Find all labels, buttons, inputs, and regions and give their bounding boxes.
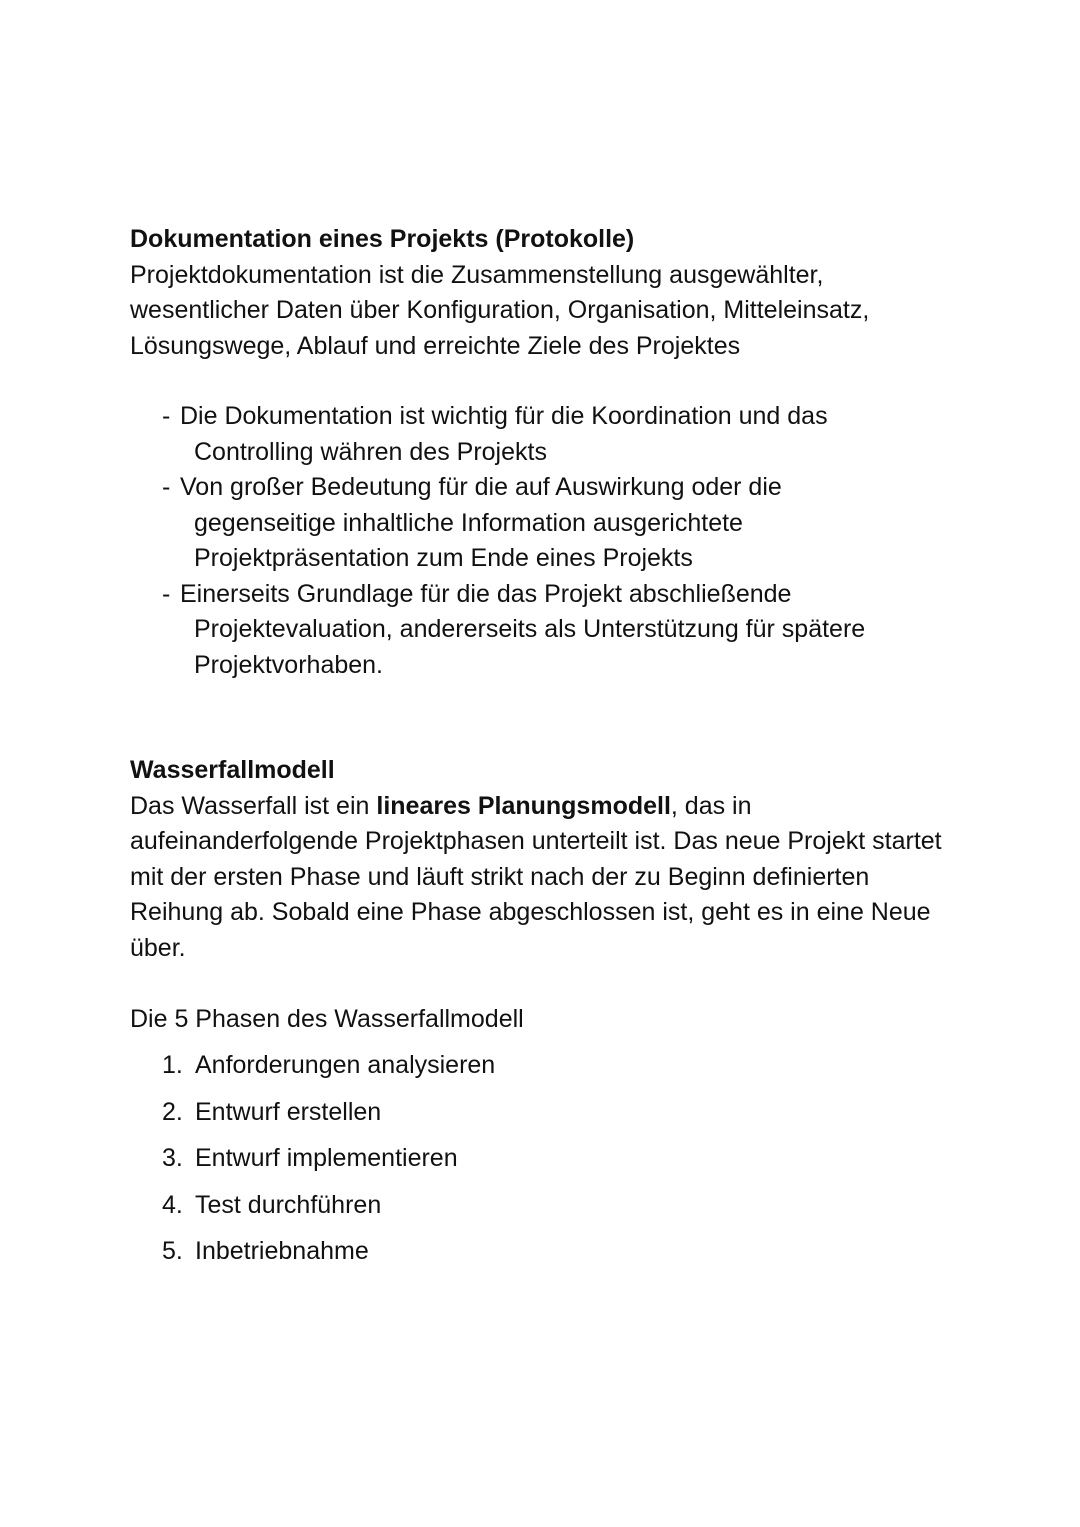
list-item [130, 577, 960, 684]
phase-label: Entwurf erstellen [195, 1097, 382, 1126]
bullet-dash: - [162, 473, 171, 501]
list-item [130, 1141, 960, 1188]
phase-number: 5. [162, 1237, 183, 1265]
section-intro-documentation: Projektdokumentation ist die Zusammenstellung ausgewählter, wesentlicher Daten über Konfiguration, Organisation, Mitteleinsatz, Lösungswege, Ablauf und erreichte Ziele des Projektes [130, 260, 870, 360]
phase-label: Test durchführen [195, 1190, 382, 1219]
section-waterfall [130, 753, 960, 966]
bullet-dash: - [162, 402, 171, 430]
phase-number: 4. [162, 1190, 183, 1219]
intro-text-start: Das Wasserfall ist ein [130, 791, 377, 820]
list-item [130, 399, 960, 470]
phase-number: 2. [162, 1097, 183, 1126]
phase-number: 1. [162, 1051, 183, 1079]
bullet-text: Einerseits Grundlage für die das Projekt abschließende Projektevaluation, andererseits als Unterstützung für spätere Projektvorhaben. [180, 579, 866, 679]
phase-label: Anforderungen analysieren [195, 1051, 496, 1079]
documentation-bullet-list [130, 399, 960, 683]
bullet-text: Die Dokumentation ist wichtig für die Koordination und das Controlling währen des Projekts [180, 402, 828, 466]
intro-text-end: , das in aufeinanderfolgende Projektphasen unterteilt ist. Das neue Projekt startet mit der ersten Phase und läuft strikt nach der zu Beginn definierten Reihung ab. Sobald eine Phase abgeschlossen ist, geht es in eine Neue über. [130, 791, 942, 962]
list-item [130, 1048, 960, 1095]
phase-label: Inbetriebnahme [195, 1237, 369, 1265]
section-heading-waterfall: Wasserfallmodell [130, 756, 335, 784]
section-documentation [130, 222, 960, 364]
intro-text-bold: lineares Planungsmodell [376, 791, 671, 820]
list-item [130, 1234, 960, 1281]
phases-title-block [130, 1002, 960, 1038]
section-heading-documentation: Dokumentation eines Projekts (Protokolle) [130, 225, 635, 253]
section-intro-waterfall [130, 789, 945, 967]
bullet-text: Von großer Bedeutung für die auf Auswirkung oder die gegenseitige inhaltliche Information ausgerichtete Projektpräsentation zum Ende eines Projekts [180, 473, 782, 572]
list-item [130, 1188, 960, 1235]
list-item [130, 1095, 960, 1142]
bullet-dash: - [162, 579, 171, 608]
phases-title: Die 5 Phasen des Wasserfallmodell [130, 1005, 524, 1033]
phase-number: 3. [162, 1144, 183, 1172]
phase-label: Entwurf implementieren [195, 1144, 458, 1172]
phases-list [130, 1048, 960, 1281]
list-item [130, 470, 960, 577]
